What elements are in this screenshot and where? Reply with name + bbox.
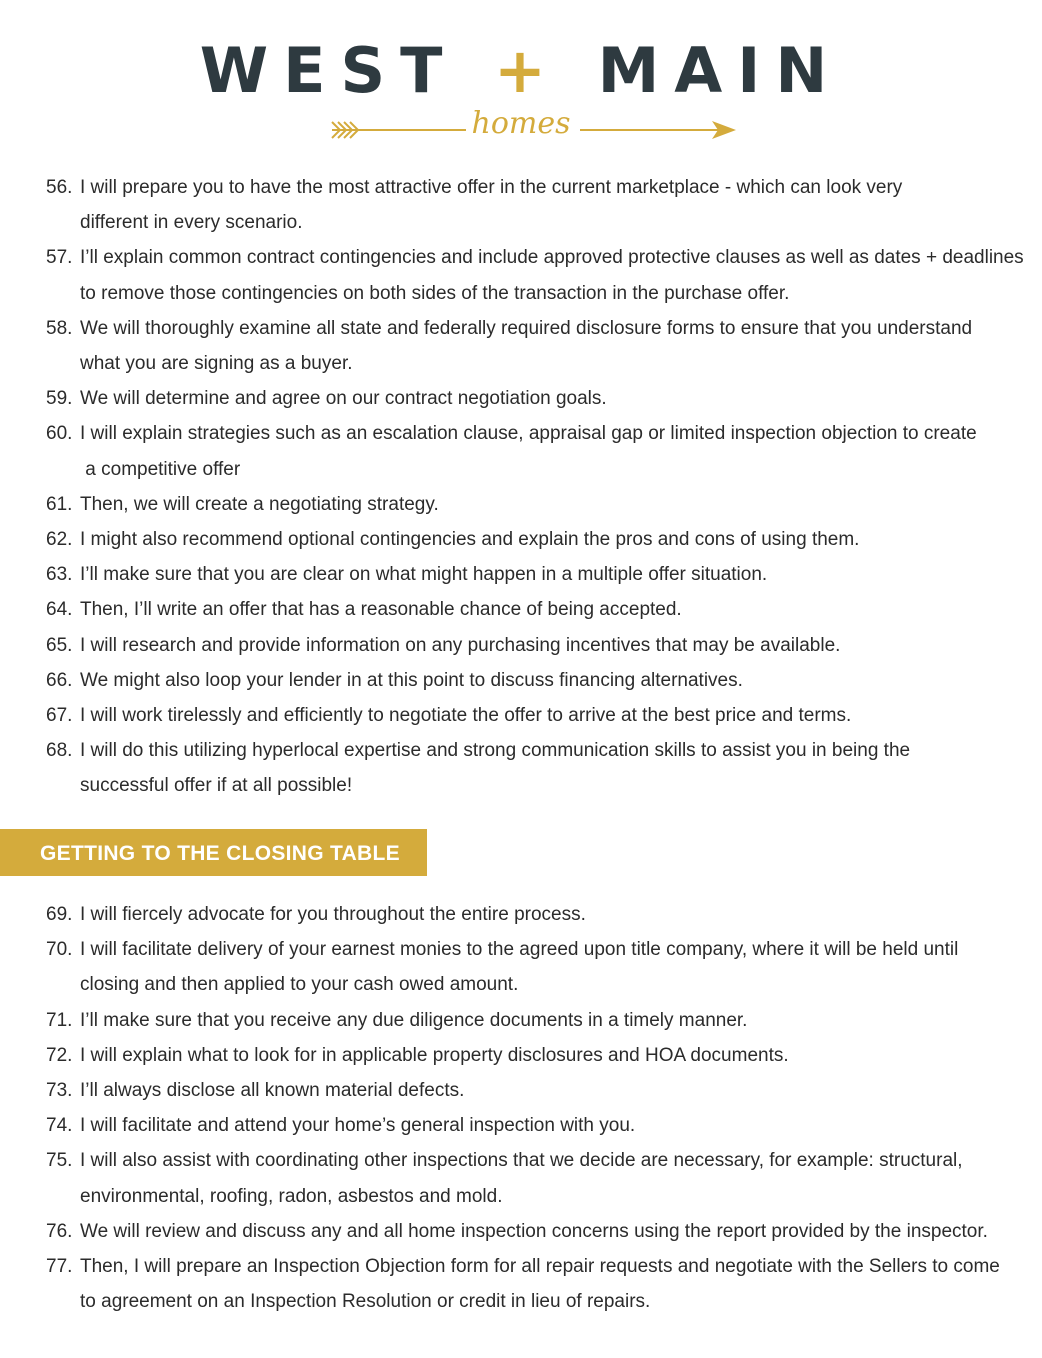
item-text: I’ll make sure that you receive any due diligence documents in a timely manner. (80, 1009, 748, 1031)
brand-logo (0, 36, 1042, 156)
list-item (0, 733, 1042, 803)
list-item (0, 1003, 1042, 1038)
list-item (0, 381, 1042, 416)
item-number: 68. (46, 740, 73, 762)
item-text-continued: what you are signing as a buyer. (80, 353, 353, 375)
list-item (0, 416, 1042, 486)
list-item (0, 1108, 1042, 1143)
list-item (0, 1038, 1042, 1073)
item-number: 70. (46, 939, 73, 961)
item-number: 74. (46, 1115, 73, 1137)
item-text: Then, I will prepare an Inspection Objection form for all repair requests and negotiate with the Sellers to come (80, 1256, 1000, 1278)
item-text-continued: environmental, roofing, radon, asbestos and mold. (80, 1185, 503, 1207)
item-text-continued: a competitive offer (80, 458, 241, 480)
item-text-continued: to remove those contingencies on both sides of the transaction in the purchase offer. (80, 282, 790, 304)
item-number: 57. (46, 247, 73, 269)
item-text: I will explain what to look for in applicable property disclosures and HOA documents. (80, 1044, 789, 1066)
item-text: I’ll explain common contract contingencies and include approved protective clauses as well as dates + deadlines (80, 247, 1024, 269)
logo-plus: + (494, 34, 561, 107)
list-item (0, 698, 1042, 733)
item-number: 64. (46, 599, 73, 621)
item-number: 76. (46, 1220, 73, 1242)
list-item (0, 1143, 1042, 1213)
item-number: 77. (46, 1256, 73, 1278)
list-item (0, 487, 1042, 522)
item-text: I might also recommend optional contingencies and explain the pros and cons of using them. (80, 529, 860, 551)
item-text: I will research and provide information on any purchasing incentives that may be available. (80, 634, 841, 656)
item-text: I will fiercely advocate for you throughout the entire process. (80, 904, 586, 925)
logo-word-west: WEST (199, 34, 458, 107)
item-text-continued: closing and then applied to your cash owed amount. (80, 974, 519, 996)
item-number: 71. (46, 1009, 73, 1031)
item-text: I will facilitate delivery of your earnest monies to the agreed upon title company, where it will be held until (80, 939, 959, 961)
list-item (0, 557, 1042, 592)
item-text: I will do this utilizing hyperlocal expertise and strong communication skills to assist you in being the (80, 740, 911, 762)
item-number: 63. (46, 564, 73, 586)
item-text: I will prepare you to have the most attractive offer in the current marketplace - which can look very (80, 177, 903, 198)
list-item (0, 522, 1042, 557)
item-number: 73. (46, 1080, 73, 1102)
item-number: 69. (46, 904, 73, 925)
item-number: 56. (46, 177, 73, 198)
item-text: Then, I’ll write an offer that has a reasonable chance of being accepted. (80, 599, 682, 621)
item-text: I’ll always disclose all known material defects. (80, 1080, 465, 1102)
list-item (0, 311, 1042, 381)
item-text: Then, we will create a negotiating strategy. (80, 493, 439, 515)
item-text: I’ll make sure that you are clear on what might happen in a multiple offer situation. (80, 564, 768, 586)
item-number: 59. (46, 388, 73, 410)
list-item (0, 628, 1042, 663)
item-number: 75. (46, 1150, 73, 1172)
item-number: 65. (46, 634, 73, 656)
item-text-continued: to agreement on an Inspection Resolution or credit in lieu of repairs. (80, 1291, 651, 1313)
list-item (0, 663, 1042, 698)
list-item (0, 1073, 1042, 1108)
item-text: We will determine and agree on our contract negotiation goals. (80, 388, 607, 410)
item-text: I will also assist with coordinating other inspections that we decide are necessary, for example: structural, (80, 1150, 963, 1172)
item-number: 62. (46, 529, 73, 551)
section-heading: GETTING TO THE CLOSING TABLE (40, 842, 400, 865)
item-text-continued: successful offer if at all possible! (80, 775, 353, 797)
services-list-part-1 (0, 170, 1042, 804)
item-number: 58. (46, 317, 73, 339)
logo-wordmark (0, 36, 1042, 106)
list-item (0, 170, 1042, 240)
item-text: I will work tirelessly and efficiently to negotiate the offer to arrive at the best price and terms. (80, 705, 852, 727)
list-item (0, 1214, 1042, 1249)
item-text: We will review and discuss any and all home inspection concerns using the report provided by the inspector. (80, 1220, 988, 1242)
item-text: We might also loop your lender in at this point to discuss financing alternatives. (80, 669, 743, 691)
list-item (0, 1249, 1042, 1319)
list-item (0, 240, 1042, 310)
item-number: 60. (46, 423, 73, 445)
list-item (0, 932, 1042, 1002)
logo-subtitle: homes (471, 106, 571, 141)
item-text-continued: different in every scenario. (80, 212, 303, 234)
item-text: I will facilitate and attend your home’s general inspection with you. (80, 1115, 636, 1137)
list-item (0, 592, 1042, 627)
item-number: 61. (46, 493, 73, 515)
item-number: 66. (46, 669, 73, 691)
section-heading-band (0, 829, 427, 876)
item-number: 67. (46, 705, 73, 727)
item-text: I will explain strategies such as an escalation clause, appraisal gap or limited inspection objection to create (80, 423, 977, 445)
logo-word-main: MAIN (597, 34, 843, 107)
item-text: We will thoroughly examine all state and federally required disclosure forms to ensure that you understand (80, 317, 973, 339)
services-list-part-2 (0, 897, 1042, 1319)
list-item (0, 897, 1042, 932)
item-number: 72. (46, 1044, 73, 1066)
